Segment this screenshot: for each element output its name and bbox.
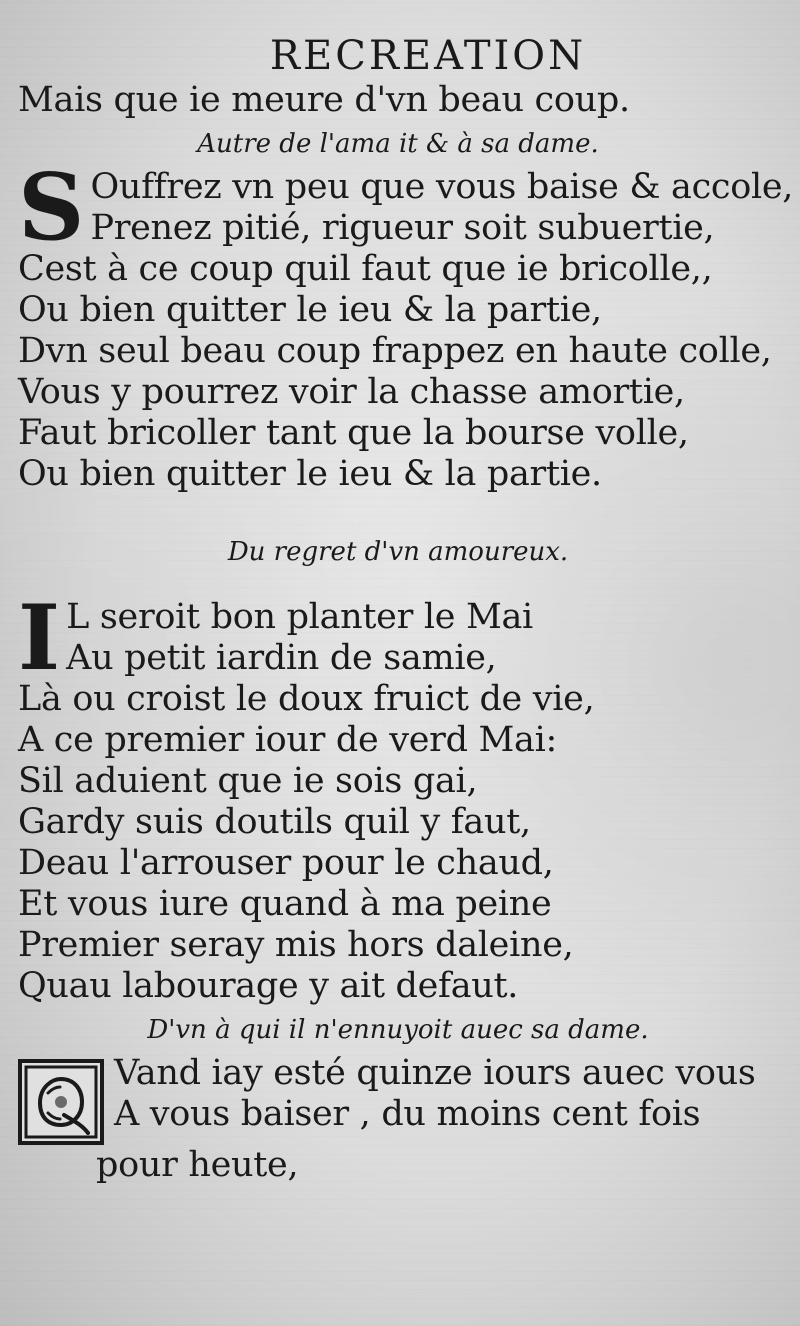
poem-1-line-2: Prenez pitié, rigueur soit subuertie, <box>90 208 715 248</box>
poem-2-line-4: A ce premier iour de verd Mai: <box>18 720 557 760</box>
poem-1-line-8: Ou bien quitter le ieu & la partie. <box>18 454 602 494</box>
drop-cap-i: I <box>18 585 61 691</box>
poem-2-line-3: Là ou croist le doux fruict de vie, <box>18 679 595 719</box>
poem-2-line-7: Deau l'arrouser pour le chaud, <box>18 843 554 883</box>
poem-1-line-4: Ou bien quitter le ieu & la partie, <box>18 290 602 330</box>
poem-2 <box>18 585 778 1007</box>
opening-line: Mais que ie meure d'vn beau coup. <box>18 80 630 120</box>
spacer <box>18 575 778 597</box>
poem-1-line-7: Faut bricoller tant que la bourse volle, <box>18 413 689 453</box>
poem-1-line-3: Cest à ce coup quil faut que ie bricolle,, <box>18 249 713 289</box>
page-content <box>18 33 794 1186</box>
ornate-initial-q <box>18 1059 104 1145</box>
spacer <box>18 495 778 529</box>
poem-2-line-9: Premier seray mis hors daleine, <box>18 925 574 965</box>
poem-title-2: Du regret d'vn amoureux. <box>227 537 569 567</box>
poem-title-1: Autre de l'ama it & à sa dame. <box>197 129 599 159</box>
poem-3-line-3: pour heute, <box>96 1145 299 1185</box>
poem-3 <box>18 1053 778 1186</box>
poem-1-line-5: Dvn seul beau coup frappez en haute colle, <box>18 331 772 371</box>
poem-1-line-1: Ouffrez vn peu que vous baise & accole, <box>90 167 794 207</box>
poem-3-line-2 <box>18 1094 778 1135</box>
poem-title-3: D'vn à qui il n'ennuyoit auec sa dame. <box>147 1015 649 1045</box>
ornament-icon <box>22 1063 100 1141</box>
poem-1-line-6: Vous y pourrez voir la chasse amortie, <box>18 372 685 412</box>
poem-2-line-2: Au petit iardin de samie, <box>66 638 497 678</box>
poem-2-line-8: Et vous iure quand à ma peine <box>18 884 552 924</box>
running-header: RECREATION <box>269 33 587 79</box>
drop-cap-s: S <box>18 153 85 261</box>
poem-1 <box>18 153 794 495</box>
poem-3-line-1: Vand iay esté quinze iours auec vous <box>114 1053 756 1093</box>
poem-3-line-2-text: A vous baiser , du moins cent fois <box>114 1094 701 1134</box>
poem-2-line-10: Quau labourage y ait defaut. <box>18 966 519 1006</box>
poem-2-line-5: Sil aduient que ie sois gai, <box>18 761 478 801</box>
poem-2-line-1: L seroit bon planter le Mai <box>66 597 533 637</box>
poem-2-line-6: Gardy suis doutils quil y faut, <box>18 802 531 842</box>
